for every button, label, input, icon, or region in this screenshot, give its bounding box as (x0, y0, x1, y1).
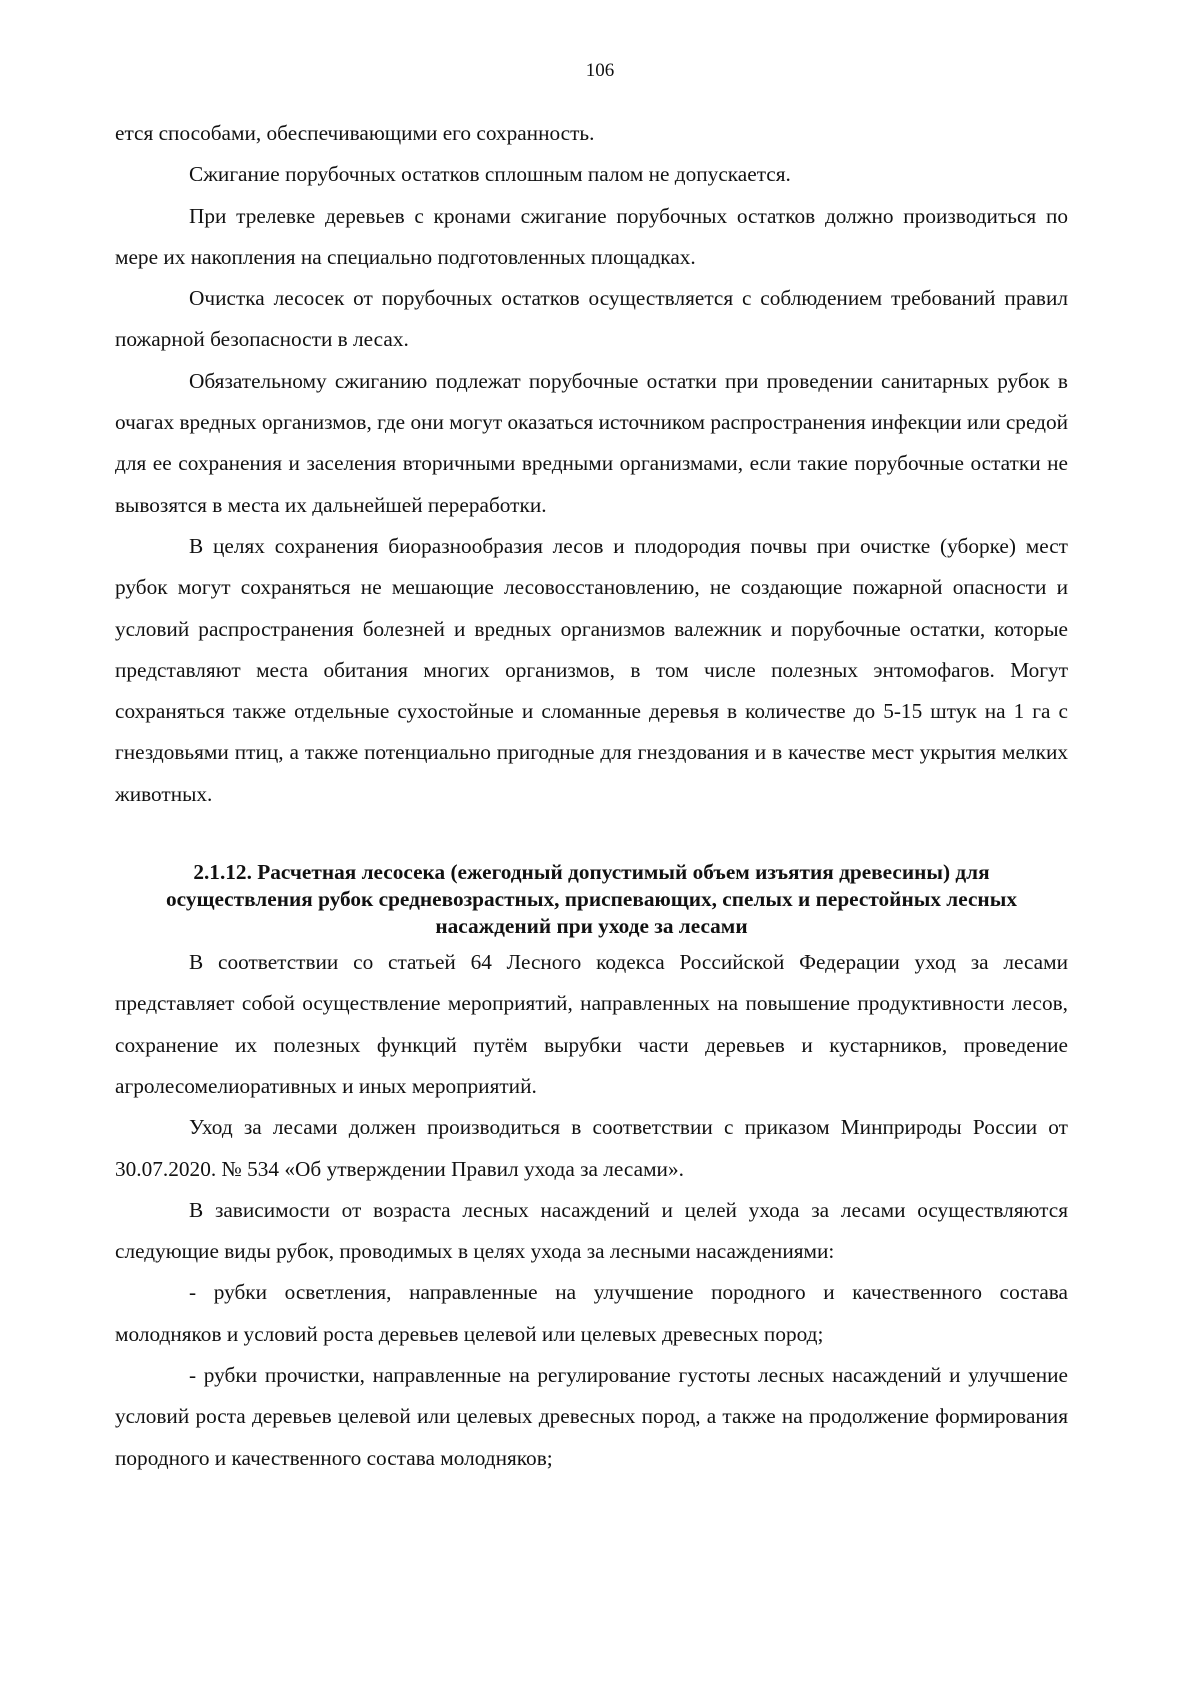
paragraph: При трелевке деревьев с кронами сжигание порубочных остатков должно производиться по мере их накопления на специально подготовленных площадках. (115, 203, 1068, 269)
paragraph: В соответствии со статьей 64 Лесного кодекса Российской Федерации уход за лесами представляет собой осуществление мероприятий, направленных на повышение продуктивности лесов, сохранение их полезных функций путём вырубки части деревьев и кустарников, проведение агролесомелиоративных и иных мероприятий. (115, 950, 1068, 1098)
paragraph: Сжигание порубочных остатков сплошным палом не допускается. (189, 162, 791, 187)
paragraph: В зависимости от возраста лесных насаждений и целей ухода за лесами осуществляются следующие виды рубок, проводимых в целях ухода за лесными насаждениями: (115, 1197, 1068, 1264)
page-number: 106 (585, 60, 615, 81)
list-item: - рубки прочистки, направленные на регулирование густоты лесных насаждений и улучшение условий роста деревьев целевой или целевых древесных пород, а также на продолжение формирования породного и качественного состава молодняков; (115, 1363, 1068, 1470)
paragraph: Обязательному сжиганию подлежат порубочные остатки при проведении санитарных рубок в очагах вредных организмов, где они могут оказаться источником распространения инфекции или средой для ее сохранения и заселения вторичными вредными организмами, если такие порубочные остатки не вывозятся в места их дальнейшей переработки. (115, 368, 1068, 517)
paragraph: Очистка лесосек от порубочных остатков осуществляется с соблюдением требований правил пожарной безопасности в лесах. (115, 286, 1068, 352)
paragraph: Уход за лесами должен производиться в соответствии с приказом Минприроды России от 30.07.2020. № 534 «Об утверждении Правил ухода за лесами». (115, 1115, 1068, 1181)
body-text (115, 113, 1068, 1479)
section-heading: 2.1.12. Расчетная лесосека (ежегодный допустимый объем изъятия древесины) для осуществления рубок средневозрастных, приспевающих, спелых и перестойных лесных насаждений при уходе за лесами (166, 860, 1017, 939)
paragraph: В целях сохранения биоразнообразия лесов и плодородия почвы при очистке (уборке) мест рубок могут сохраняться не мешающие лесовосстановлению, не создающие пожарной опасности и условий распространения болезней и вредных организмов валежник и порубочные остатки, которые представляют места обитания многих организмов, в том числе полезных энтомофагов. Могут сохраняться также отдельные сухостойные и сломанные деревья в количестве до 5-15 штук на 1 га с гнездовьями птиц, а также потенциально пригодные для гнездования и в качестве мест укрытия мелких животных. (115, 533, 1068, 806)
paragraph: ется способами, обеспечивающими его сохранность. (115, 121, 595, 145)
list-item: - рубки осветления, направленные на улучшение породного и качественного состава молодняков и условий роста деревьев целевой или целевых древесных пород; (115, 1280, 1068, 1346)
